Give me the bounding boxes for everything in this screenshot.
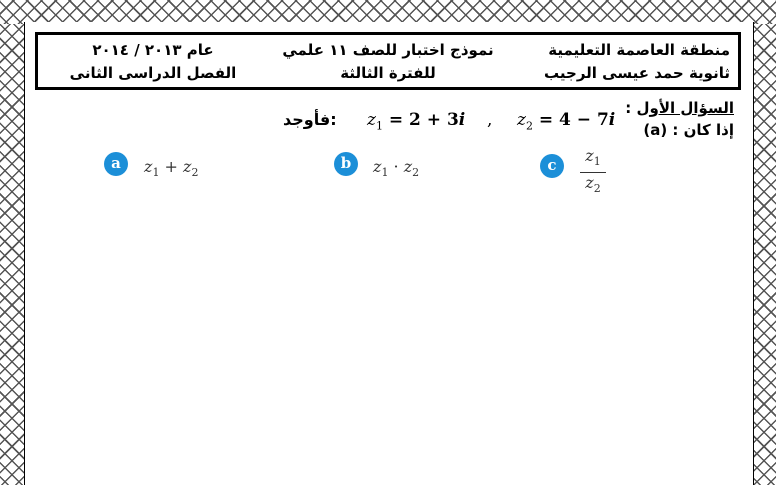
z1-value: = 2 + 3 bbox=[382, 110, 459, 130]
num-sub: 1 bbox=[593, 155, 601, 169]
badge-c: c bbox=[540, 154, 564, 178]
decorative-border-top bbox=[0, 0, 776, 24]
expr-a-z2: z bbox=[183, 157, 192, 176]
find-text: فأوجد: bbox=[283, 110, 337, 129]
given-equations bbox=[283, 108, 623, 136]
den-sub: 2 bbox=[593, 182, 601, 196]
decorative-border-right bbox=[752, 24, 776, 485]
z2-var: z bbox=[517, 110, 526, 130]
question-colon: : bbox=[625, 99, 637, 117]
badge-b: b bbox=[334, 152, 358, 176]
expr-b-z2: z bbox=[403, 157, 413, 176]
quotient-denominator bbox=[580, 173, 606, 199]
den-z: z bbox=[585, 173, 594, 193]
num-z: z bbox=[585, 146, 594, 165]
header-year-info bbox=[58, 39, 248, 85]
expr-a-sub2: 2 bbox=[191, 166, 199, 180]
comma: , bbox=[487, 110, 493, 130]
exam-title: نموذج اختبار للصف ١١ علمي bbox=[282, 41, 494, 59]
expr-b-op: · bbox=[388, 157, 404, 176]
expr-quotient bbox=[580, 146, 606, 199]
expr-a-sub1: 1 bbox=[152, 166, 160, 180]
exam-period: للفترة الثالثة bbox=[340, 64, 436, 82]
question-label bbox=[625, 97, 734, 141]
question-title: السؤال الأول bbox=[636, 99, 734, 117]
page-body bbox=[24, 22, 754, 485]
expr-a-z1: z bbox=[144, 157, 153, 176]
z1-var: z bbox=[367, 110, 376, 130]
semester: الفصل الدراسى الثانى bbox=[69, 64, 237, 82]
header-school-info bbox=[544, 39, 730, 85]
z2-equation bbox=[517, 110, 615, 132]
expr-b-z1: z bbox=[373, 157, 382, 176]
academic-year: عام ٢٠١٣ / ٢٠١٤ bbox=[92, 41, 214, 59]
z2-imag: i bbox=[608, 110, 616, 130]
expr-b-sub2: 2 bbox=[412, 166, 420, 180]
z2-value: = 4 − 7 bbox=[532, 110, 609, 130]
expr-a-op: + bbox=[159, 157, 184, 176]
district-name: منطقة العاصمة التعليمية bbox=[548, 41, 730, 59]
z1-equation bbox=[367, 110, 465, 132]
school-name: ثانوية حمد عيسى الرجيب bbox=[544, 64, 730, 82]
expr-b-sub1: 1 bbox=[381, 166, 389, 180]
quotient-numerator bbox=[580, 146, 606, 173]
header-exam-info bbox=[268, 39, 508, 85]
decorative-border-left bbox=[0, 24, 24, 485]
z1-imag: i bbox=[458, 110, 466, 130]
expr-product bbox=[373, 157, 419, 179]
exam-header bbox=[35, 32, 741, 90]
z1-sub: 1 bbox=[375, 119, 383, 133]
z2-sub: 2 bbox=[525, 119, 533, 133]
if-text: إذا كان : bbox=[672, 121, 734, 139]
part-label: (a) bbox=[643, 121, 668, 139]
expr-sum bbox=[144, 157, 198, 179]
badge-a: a bbox=[104, 152, 128, 176]
